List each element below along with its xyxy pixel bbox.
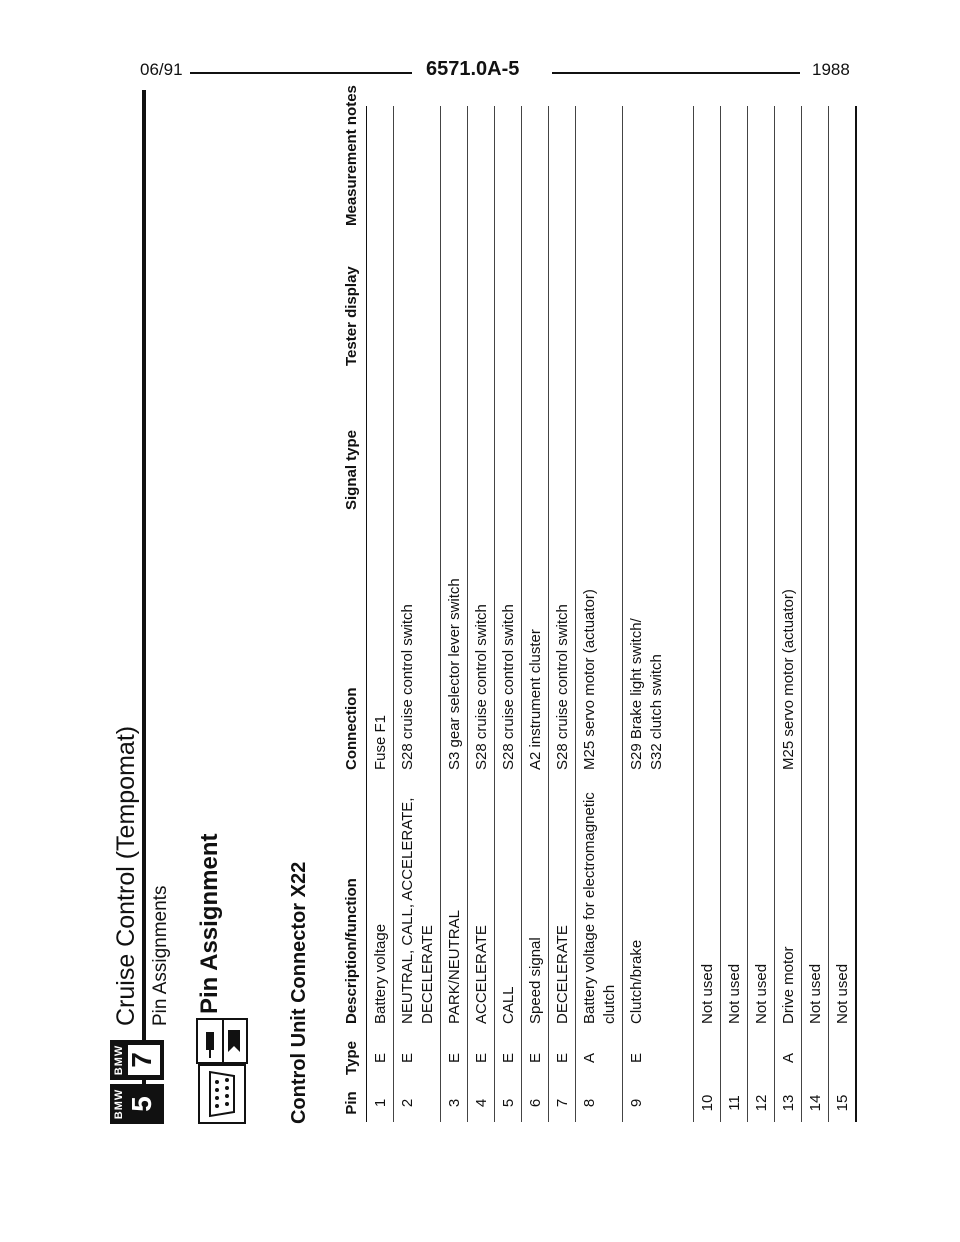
logo-brand-left: BMW: [113, 1088, 125, 1120]
pin-type: E: [372, 1053, 389, 1064]
pin-description: CALL: [500, 986, 517, 1024]
pin-description: ACCELERATE: [473, 925, 490, 1024]
pin-description: Not used: [834, 963, 851, 1024]
pin-type: A: [780, 1053, 797, 1064]
table-row: [576, 106, 623, 1122]
pin-connection: S28 cruise control switch: [554, 604, 571, 770]
table-row: [394, 106, 441, 1122]
section-title: Pin Assignment: [196, 833, 223, 1014]
header-type: Type: [343, 1041, 360, 1075]
header-signal-type: Signal type: [343, 429, 360, 510]
pin-number: 13: [780, 1094, 797, 1112]
logo-model-5: [110, 1084, 164, 1124]
pin-type: E: [554, 1053, 571, 1064]
pin-description: Battery voltage for electromagnetic clutch: [581, 792, 618, 1024]
header-tester-display: Tester display: [343, 266, 360, 366]
table-row: [721, 106, 748, 1122]
header-description: Description/function: [343, 878, 360, 1024]
bmw-model-logo: [110, 1038, 166, 1124]
pin-number: 14: [807, 1094, 824, 1112]
pin-assignment-table: [336, 85, 857, 1122]
pin-number: 8: [581, 1098, 598, 1108]
header-date: 06/91: [140, 60, 183, 79]
pin-type: E: [446, 1053, 463, 1064]
pin-connection: S28 cruise control switch: [473, 604, 490, 770]
male-pin-icon: [198, 1020, 224, 1062]
pin-number: 10: [699, 1094, 716, 1112]
pin-number: 11: [726, 1095, 743, 1111]
table-row: [441, 106, 468, 1122]
logo-model-7: [110, 1040, 164, 1080]
table-row: [623, 106, 694, 1122]
pin-type: E: [500, 1053, 517, 1064]
table-row: [495, 106, 522, 1122]
pin-type-icons: [196, 1018, 248, 1064]
pin-description: Battery voltage: [372, 923, 389, 1024]
pin-type: E: [628, 1053, 645, 1064]
page-subtitle: Pin Assignments: [150, 885, 171, 1026]
pin-number: 1: [372, 1098, 389, 1108]
pin-description: Speed signal: [527, 937, 544, 1024]
pin-number: 4: [473, 1098, 490, 1108]
pin-number: 7: [554, 1098, 571, 1108]
pin-connection: M25 servo motor (actuator): [581, 589, 598, 770]
logo-number-right: 7: [126, 1052, 157, 1068]
header-document-code: 6571.0A-5: [426, 58, 520, 80]
pin-description: Clutch/brake: [628, 939, 645, 1024]
logo-number-left: 5: [126, 1096, 157, 1112]
pin-type: E: [473, 1053, 490, 1064]
pin-connection: Fuse F1: [372, 714, 389, 770]
pin-number: 5: [500, 1098, 517, 1108]
title-rule: [144, 612, 146, 1032]
page-title: Cruise Control (Tempomat): [112, 725, 140, 1026]
connector-icon: [198, 1064, 246, 1124]
pin-connection: S29 Brake light switch/ S32 clutch switch: [628, 618, 665, 770]
table-row: [829, 106, 857, 1122]
pin-description: Drive motor: [780, 946, 797, 1024]
pin-connection: S3 gear selector lever switch: [446, 578, 463, 770]
pin-number: 15: [834, 1094, 851, 1112]
pin-number: 6: [527, 1098, 544, 1108]
connector-title: Control Unit Connector X22: [288, 861, 310, 1124]
table-row: [802, 106, 829, 1122]
pin-number: 9: [628, 1098, 645, 1108]
pin-type: E: [399, 1053, 416, 1064]
pin-description: Not used: [699, 963, 716, 1024]
table-row: [522, 106, 549, 1122]
pin-description: Not used: [753, 963, 770, 1024]
pin-number: 3: [446, 1098, 463, 1108]
header-connection: Connection: [343, 687, 360, 770]
header-measurement-notes: Measurement notes: [343, 85, 360, 226]
table-row: [549, 106, 576, 1122]
pin-connection: S28 cruise control switch: [500, 604, 517, 770]
pin-number: 12: [753, 1094, 770, 1112]
pin-type: A: [581, 1053, 598, 1064]
pin-connection: A2 instrument cluster: [527, 629, 544, 770]
table-row: [694, 106, 721, 1122]
logo-brand-right: BMW: [113, 1044, 125, 1076]
pin-description: PARK/NEUTRAL: [446, 910, 463, 1024]
pin-description: Not used: [807, 963, 824, 1024]
pin-connection: M25 servo motor (actuator): [780, 589, 797, 770]
pin-description: NEUTRAL, CALL, ACCELERATE, DECELERATE: [399, 797, 436, 1024]
female-pin-icon: [222, 1020, 246, 1062]
pin-connection: S28 cruise control switch: [399, 604, 416, 770]
pin-number: 2: [399, 1098, 416, 1108]
table-row: [468, 106, 495, 1122]
table-header-row: [336, 85, 367, 1122]
pin-type: E: [527, 1053, 544, 1064]
pin-description: DECELERATE: [554, 925, 571, 1024]
pin-description: Not used: [726, 963, 743, 1024]
table-row: [367, 106, 394, 1122]
header-pin: Pin: [343, 1091, 360, 1115]
table-row: [775, 106, 802, 1122]
header-year: 1988: [812, 60, 850, 79]
table-row: [748, 106, 775, 1122]
